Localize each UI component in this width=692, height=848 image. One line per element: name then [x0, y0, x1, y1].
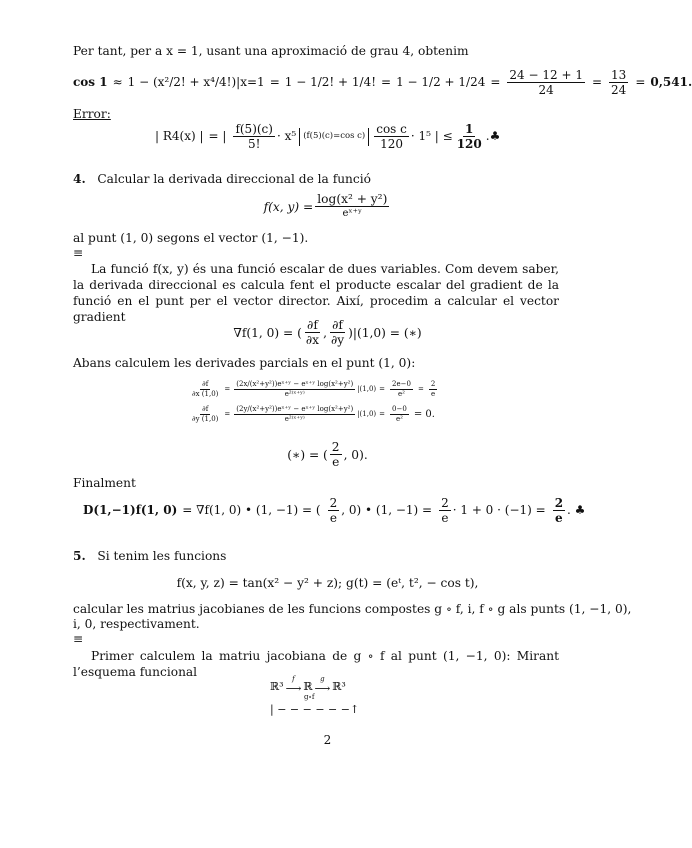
cos-step3-fraction: $\frac{24 - 12 + 1}{24}$ [509, 68, 583, 97]
error-annotation: (f(5)(c)=cos c) [303, 131, 366, 141]
error-f5-fraction: $\frac{f(5)(c)}{5!}$ [235, 122, 273, 151]
club-icon: .♣ [485, 129, 501, 143]
error-pow: · 1⁵ | ≤ [410, 129, 453, 143]
problem5-equiv: ≡ [73, 632, 84, 646]
finally-label: Finalment [73, 476, 136, 490]
cos-result: 0,541. [650, 75, 692, 89]
approx-symbol: ≈ [112, 75, 123, 89]
error-cos-fraction: $\frac{\text{cos c}}{120}$ [376, 122, 407, 151]
problem5-line2: i, 0, respectivament. [73, 617, 200, 631]
error-lhs: | R4(x) | [155, 129, 204, 143]
error-label: Error: [73, 107, 111, 121]
problem5-statement: 5. Si tenim les funcions [73, 549, 227, 563]
final-lhs: D(1,−1)f(1, 0) [83, 503, 178, 517]
grad-partial-y: $\frac{\partial f}{\partial y}$ [330, 318, 345, 347]
dfdx-equation: $\frac{\partial f}{\partial x (1,0)}$ = $\frac{\text{(2x/(x²+y²))eˣ⁺ʸ − eˣ⁺ʸ log(x²+y²)}}{\text{e²⁽ˣ⁺ʸ⁾}}$ |(1,0) = $\frac{2e-0}{\text{e²}}$ = $\frac{2}{e}$ [192, 380, 436, 398]
func-fraction: $\frac{\text{log(x² + y²)}}{\text{eˣ⁺ʸ}}$ [317, 192, 388, 219]
scheme-composite-label: g∘f [304, 693, 315, 701]
gradient-equation: ∇f(1, 0) = ( $\frac{\partial f}{\partial x}$ , $\frac{\partial f}{\partial y}$ )|(1,0) = (∗) [233, 318, 422, 347]
dfdx-r1: $\frac{2e-0}{\text{e²}}$ [392, 380, 411, 398]
problem5-paragraph: Primer calculem la matriu jacobiana de g ∘ f al punt (1, −1, 0): Mirant l’esquema funcional [73, 649, 559, 679]
cos-paren-expr: 1 − (x²/2! + x⁴/4!)|x=1 [127, 75, 265, 89]
func-lhs: f(x, y) = [263, 199, 314, 214]
problem4-function [0, 192, 655, 221]
final-equation: D(1,−1)f(1, 0) = ∇f(1, 0) • (1, −1) = ( $\frac{2}{e}$ , 0) • (1, −1) = $\frac{2}{e}$ · 1 + 0 · (−1) = $\frac{2}{e}$ . ♣ [83, 496, 586, 525]
error-mid: · x⁵ [276, 129, 297, 143]
cos-step1: 1 − 1/2! + 1/4! [284, 75, 377, 89]
grad-partial-x: $\frac{\partial f}{\partial x}$ [305, 318, 320, 347]
problem4-point-line: al punt (1, 0) segons el vector (1, −1). [73, 231, 309, 245]
star-equation: (∗) = ( $\frac{2}{e}$ , 0). [287, 440, 368, 469]
dfdy-quotient: $\frac{\text{(2y/(x²+y²))eˣ⁺ʸ − eˣ⁺ʸ log(x²+y²)}}{\text{e²⁽ˣ⁺ʸ⁾}}$ [236, 405, 354, 423]
dfdy-r1: $\frac{0-0}{\text{e²}}$ [392, 405, 407, 423]
final-f2: $\frac{2}{e}$ [441, 496, 449, 525]
intro-line: Per tant, per a x = 1, usant una aproximació de grau 4, obtenim [73, 44, 469, 58]
error-bound-fraction: $\frac{1}{120}$ [456, 122, 482, 151]
dfdx-label: $\frac{\partial f}{\partial x (1,0)}$ [192, 380, 219, 398]
final-result: $\frac{2}{e}$ [554, 496, 564, 525]
problem5-line1: calcular les matrius jacobianes de les funcions compostes g ∘ f, i, f ∘ g als punts (1, −1, 0), [73, 602, 632, 616]
cos-lhs: cos 1 [73, 75, 108, 89]
page-number: 2 [323, 733, 332, 747]
dfdy-equation: $\frac{\partial f}{\partial y (1,0)}$ = $\frac{\text{(2y/(x²+y²))eˣ⁺ʸ − eˣ⁺ʸ log(x²+y²)}}{\text{e²⁽ˣ⁺ʸ⁾}}$ |(1,0) = $\frac{0-0}{\text{e²}}$ = 0. [192, 405, 435, 423]
problem4-paragraph: La funció f(x, y) és una funció escalar de dues variables. Com devem saber, la derivada direccional es calcula fent el producte escalar del gradient de la funció en el punt per el vector director. Així, procedim a calcular el vector gradient [73, 262, 559, 324]
functional-scheme: ℝ³ f ⟶ ℝ g ⟶ ℝ³ [270, 675, 346, 695]
scheme-dashed-arrow: | − − − − − −↑ [270, 703, 360, 716]
partials-intro: Abans calculem les derivades parcials en el punt (1, 0): [73, 356, 416, 370]
dfdx-quotient: $\frac{\text{(2x/(x²+y²))eˣ⁺ʸ − eˣ⁺ʸ log(x²+y²)}}{\text{e²⁽ˣ⁺ʸ⁾}}$ [236, 380, 354, 398]
cos-step4-fraction: $\frac{13}{24}$ [611, 68, 627, 97]
error-equation: | R4(x) | = | $\frac{f(5)(c)}{5!}$ · x⁵ (f(5)(c)=cos c) $\frac{\text{cos c}}{120}$ · 1⁵ | ≤ $\frac{1}{120}$ .♣ [155, 122, 501, 151]
problem5-functions: f(x, y, z) = tan(x² − y² + z); g(t) = (eᵗ, t², − cos t), [176, 576, 479, 590]
star-fraction: $\frac{2}{e}$ [331, 440, 340, 469]
dfdx-r2: $\frac{2}{e}$ [430, 380, 436, 398]
final-f1: $\frac{2}{e}$ [329, 496, 338, 525]
problem4-equiv: ≡ [73, 246, 84, 260]
cos-step2: 1 − 1/2 + 1/24 [396, 75, 486, 89]
problem5-number: 5. [73, 549, 86, 563]
problem4-number: 4. [73, 172, 86, 186]
problem4-statement: 4. Calcular la derivada direccional de la funció [73, 172, 371, 186]
club-icon: . ♣ [567, 503, 586, 517]
cos-equation: cos 1 ≈ 1 − (x²/2! + x⁴/4!)|x=1 = 1 − 1/2! + 1/4! = 1 − 1/2 + 1/24 = $\frac{24 - 12 + 1}{24}$ = $\frac{13}{24}$ = 0,541. [73, 68, 692, 97]
dfdy-label: $\frac{\partial f}{\partial y (1,0)}$ [192, 405, 219, 423]
